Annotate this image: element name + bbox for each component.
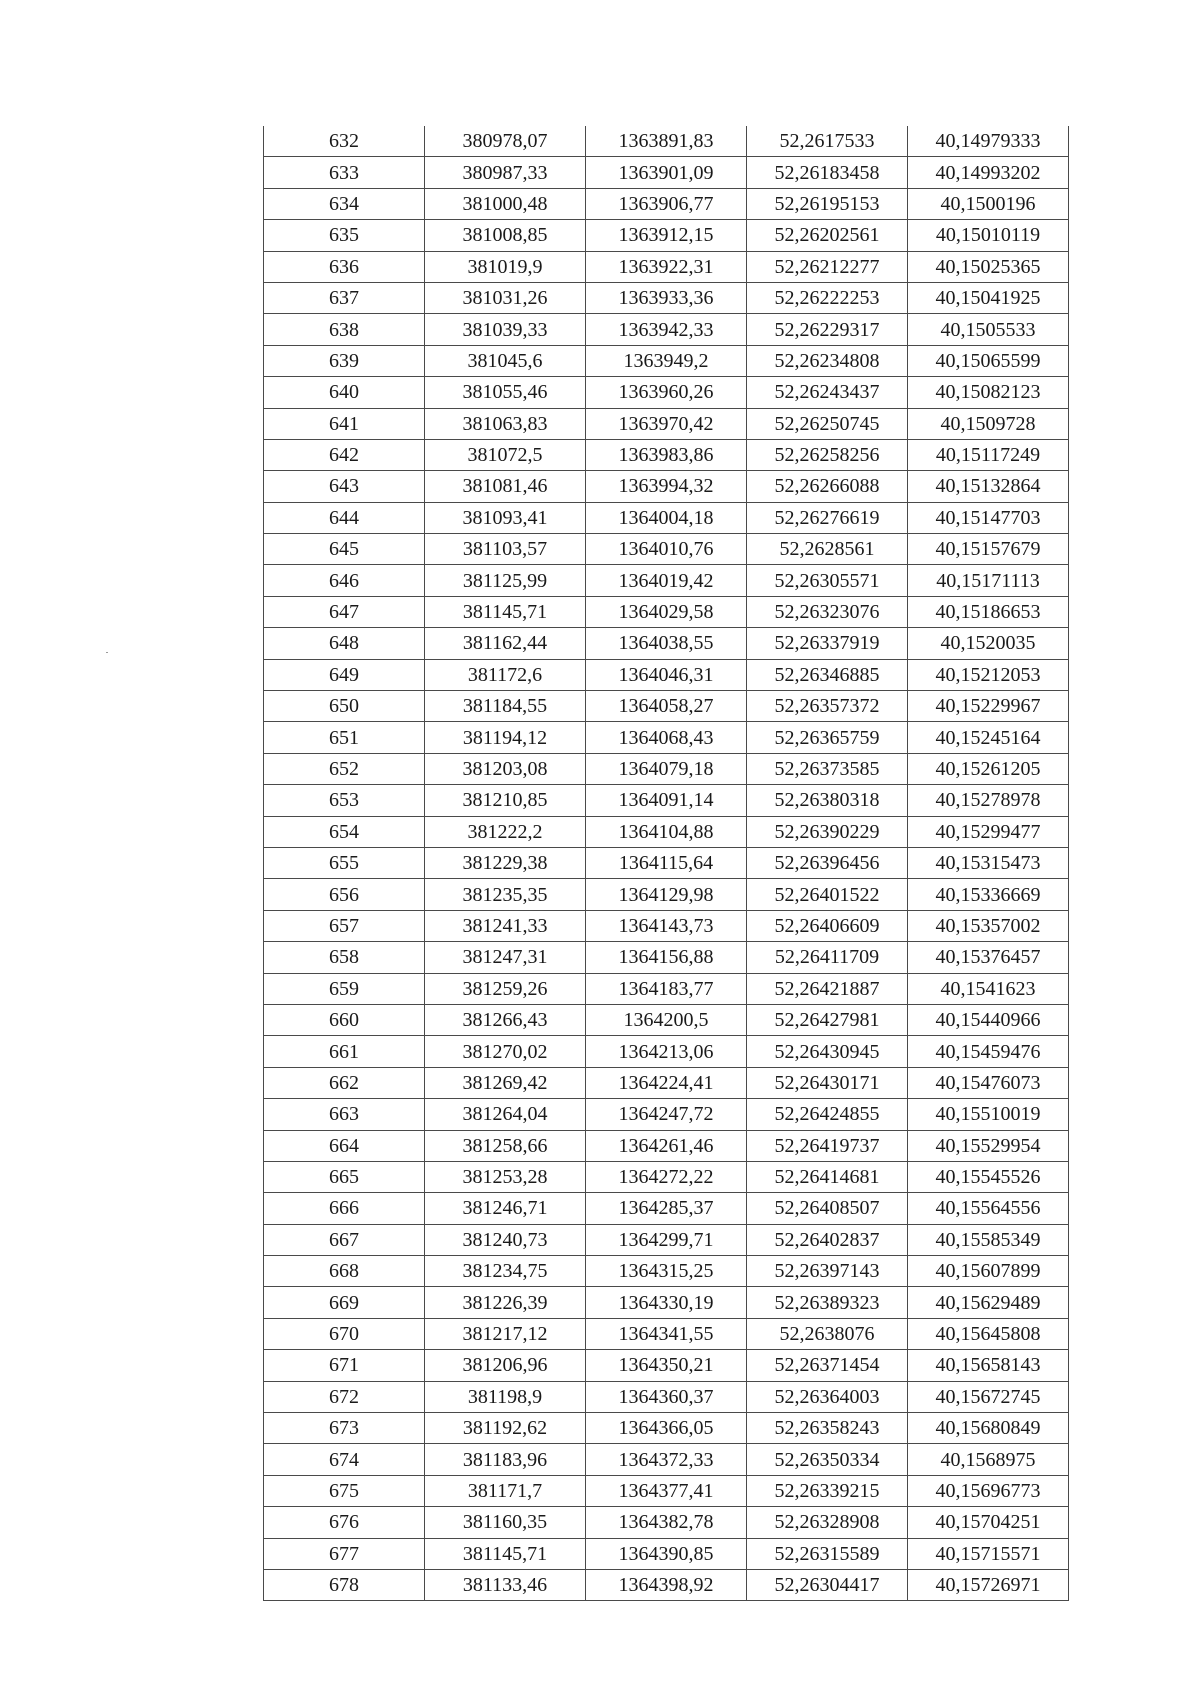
point-number-cell: 661 [264, 1036, 425, 1067]
latitude-cell: 52,26337919 [747, 628, 908, 659]
latitude-cell: 52,26350334 [747, 1444, 908, 1475]
y-coordinate-cell: 1363983,86 [586, 439, 747, 470]
x-coordinate-cell: 381133,46 [425, 1569, 586, 1600]
point-number-cell: 670 [264, 1318, 425, 1349]
point-number-cell: 669 [264, 1287, 425, 1318]
point-number-cell: 663 [264, 1099, 425, 1130]
table-row [264, 1287, 1069, 1318]
latitude-cell: 52,26243437 [747, 377, 908, 408]
longitude-cell: 40,15245164 [908, 722, 1069, 753]
x-coordinate-cell: 381226,39 [425, 1287, 586, 1318]
y-coordinate-cell: 1363970,42 [586, 408, 747, 439]
longitude-cell: 40,15315473 [908, 847, 1069, 878]
table-row [264, 847, 1069, 878]
point-number-cell: 659 [264, 973, 425, 1004]
point-number-cell: 673 [264, 1413, 425, 1444]
point-number-cell: 660 [264, 1004, 425, 1035]
longitude-cell: 40,15171113 [908, 565, 1069, 596]
x-coordinate-cell: 381045,6 [425, 345, 586, 376]
table-row [264, 314, 1069, 345]
x-coordinate-cell: 381125,99 [425, 565, 586, 596]
x-coordinate-cell: 381081,46 [425, 471, 586, 502]
y-coordinate-cell: 1363912,15 [586, 220, 747, 251]
longitude-cell: 40,15186653 [908, 596, 1069, 627]
point-number-cell: 648 [264, 628, 425, 659]
x-coordinate-cell: 381160,35 [425, 1507, 586, 1538]
table-row [264, 1193, 1069, 1224]
latitude-cell: 52,26380318 [747, 785, 908, 816]
latitude-cell: 52,26396456 [747, 847, 908, 878]
x-coordinate-cell: 381217,12 [425, 1318, 586, 1349]
latitude-cell: 52,26397143 [747, 1256, 908, 1287]
point-number-cell: 666 [264, 1193, 425, 1224]
x-coordinate-cell: 381194,12 [425, 722, 586, 753]
y-coordinate-cell: 1364115,64 [586, 847, 747, 878]
latitude-cell: 52,2617533 [747, 126, 908, 157]
y-coordinate-cell: 1363906,77 [586, 188, 747, 219]
latitude-cell: 52,26266088 [747, 471, 908, 502]
table-row [264, 1475, 1069, 1506]
y-coordinate-cell: 1363901,09 [586, 157, 747, 188]
x-coordinate-cell: 381063,83 [425, 408, 586, 439]
table-row [264, 1161, 1069, 1192]
x-coordinate-cell: 381222,2 [425, 816, 586, 847]
point-number-cell: 644 [264, 502, 425, 533]
y-coordinate-cell: 1364129,98 [586, 879, 747, 910]
y-coordinate-cell: 1364390,85 [586, 1538, 747, 1569]
point-number-cell: 640 [264, 377, 425, 408]
longitude-cell: 40,15357002 [908, 910, 1069, 941]
latitude-cell: 52,26357372 [747, 691, 908, 722]
latitude-cell: 52,26411709 [747, 942, 908, 973]
x-coordinate-cell: 381072,5 [425, 439, 586, 470]
point-number-cell: 653 [264, 785, 425, 816]
longitude-cell: 40,15157679 [908, 534, 1069, 565]
longitude-cell: 40,1541623 [908, 973, 1069, 1004]
latitude-cell: 52,26323076 [747, 596, 908, 627]
point-number-cell: 649 [264, 659, 425, 690]
y-coordinate-cell: 1364330,19 [586, 1287, 747, 1318]
longitude-cell: 40,15278978 [908, 785, 1069, 816]
longitude-cell: 40,14993202 [908, 157, 1069, 188]
longitude-cell: 40,15726971 [908, 1569, 1069, 1600]
point-number-cell: 671 [264, 1350, 425, 1381]
longitude-cell: 40,15510019 [908, 1099, 1069, 1130]
y-coordinate-cell: 1364382,78 [586, 1507, 747, 1538]
longitude-cell: 40,15117249 [908, 439, 1069, 470]
y-coordinate-cell: 1364143,73 [586, 910, 747, 941]
latitude-cell: 52,26346885 [747, 659, 908, 690]
y-coordinate-cell: 1364046,31 [586, 659, 747, 690]
table-row [264, 659, 1069, 690]
y-coordinate-cell: 1364156,88 [586, 942, 747, 973]
latitude-cell: 52,26258256 [747, 439, 908, 470]
table-row [264, 1444, 1069, 1475]
longitude-cell: 40,15025365 [908, 251, 1069, 282]
latitude-cell: 52,26424855 [747, 1099, 908, 1130]
x-coordinate-cell: 381203,08 [425, 753, 586, 784]
y-coordinate-cell: 1363994,32 [586, 471, 747, 502]
table-row [264, 534, 1069, 565]
y-coordinate-cell: 1364029,58 [586, 596, 747, 627]
y-coordinate-cell: 1364272,22 [586, 1161, 747, 1192]
latitude-cell: 52,26427981 [747, 1004, 908, 1035]
x-coordinate-cell: 381192,62 [425, 1413, 586, 1444]
x-coordinate-cell: 381055,46 [425, 377, 586, 408]
latitude-cell: 52,26276619 [747, 502, 908, 533]
y-coordinate-cell: 1364068,43 [586, 722, 747, 753]
point-number-cell: 674 [264, 1444, 425, 1475]
x-coordinate-cell: 381093,41 [425, 502, 586, 533]
table-row [264, 565, 1069, 596]
table-row [264, 753, 1069, 784]
point-number-cell: 637 [264, 282, 425, 313]
longitude-cell: 40,15672745 [908, 1381, 1069, 1412]
longitude-cell: 40,1500196 [908, 188, 1069, 219]
latitude-cell: 52,26202561 [747, 220, 908, 251]
x-coordinate-cell: 381008,85 [425, 220, 586, 251]
table-row [264, 282, 1069, 313]
latitude-cell: 52,26414681 [747, 1161, 908, 1192]
point-number-cell: 668 [264, 1256, 425, 1287]
table-row [264, 408, 1069, 439]
latitude-cell: 52,26365759 [747, 722, 908, 753]
point-number-cell: 662 [264, 1067, 425, 1098]
table-row [264, 1036, 1069, 1067]
latitude-cell: 52,26305571 [747, 565, 908, 596]
y-coordinate-cell: 1363933,36 [586, 282, 747, 313]
table-row [264, 1350, 1069, 1381]
y-coordinate-cell: 1364019,42 [586, 565, 747, 596]
point-number-cell: 664 [264, 1130, 425, 1161]
longitude-cell: 40,15545526 [908, 1161, 1069, 1192]
latitude-cell: 52,26222253 [747, 282, 908, 313]
longitude-cell: 40,15607899 [908, 1256, 1069, 1287]
x-coordinate-cell: 381210,85 [425, 785, 586, 816]
latitude-cell: 52,26183458 [747, 157, 908, 188]
point-number-cell: 652 [264, 753, 425, 784]
latitude-cell: 52,26430171 [747, 1067, 908, 1098]
y-coordinate-cell: 1364261,46 [586, 1130, 747, 1161]
x-coordinate-cell: 381264,04 [425, 1099, 586, 1130]
table-row [264, 879, 1069, 910]
y-coordinate-cell: 1364299,71 [586, 1224, 747, 1255]
longitude-cell: 40,15680849 [908, 1413, 1069, 1444]
longitude-cell: 40,15715571 [908, 1538, 1069, 1569]
x-coordinate-cell: 381184,55 [425, 691, 586, 722]
longitude-cell: 40,15585349 [908, 1224, 1069, 1255]
longitude-cell: 40,1505533 [908, 314, 1069, 345]
table-row [264, 377, 1069, 408]
y-coordinate-cell: 1364372,33 [586, 1444, 747, 1475]
point-number-cell: 651 [264, 722, 425, 753]
latitude-cell: 52,2628561 [747, 534, 908, 565]
table-row [264, 345, 1069, 376]
longitude-cell: 40,15132864 [908, 471, 1069, 502]
x-coordinate-cell: 381229,38 [425, 847, 586, 878]
point-number-cell: 634 [264, 188, 425, 219]
table-row [264, 722, 1069, 753]
latitude-cell: 52,26234808 [747, 345, 908, 376]
latitude-cell: 52,26390229 [747, 816, 908, 847]
latitude-cell: 52,26339215 [747, 1475, 908, 1506]
longitude-cell: 40,15041925 [908, 282, 1069, 313]
point-number-cell: 642 [264, 439, 425, 470]
x-coordinate-cell: 380987,33 [425, 157, 586, 188]
latitude-cell: 52,26229317 [747, 314, 908, 345]
x-coordinate-cell: 381259,26 [425, 973, 586, 1004]
y-coordinate-cell: 1364010,76 [586, 534, 747, 565]
y-coordinate-cell: 1364104,88 [586, 816, 747, 847]
x-coordinate-cell: 381240,73 [425, 1224, 586, 1255]
point-number-cell: 675 [264, 1475, 425, 1506]
table-row [264, 471, 1069, 502]
y-coordinate-cell: 1363922,31 [586, 251, 747, 282]
table-row [264, 785, 1069, 816]
latitude-cell: 52,26430945 [747, 1036, 908, 1067]
longitude-cell: 40,15629489 [908, 1287, 1069, 1318]
y-coordinate-cell: 1364213,06 [586, 1036, 747, 1067]
latitude-cell: 52,26315589 [747, 1538, 908, 1569]
y-coordinate-cell: 1364341,55 [586, 1318, 747, 1349]
latitude-cell: 52,26373585 [747, 753, 908, 784]
point-number-cell: 636 [264, 251, 425, 282]
latitude-cell: 52,26358243 [747, 1413, 908, 1444]
table-row [264, 1381, 1069, 1412]
table-row [264, 1538, 1069, 1569]
table-row [264, 973, 1069, 1004]
y-coordinate-cell: 1364038,55 [586, 628, 747, 659]
x-coordinate-cell: 381246,71 [425, 1193, 586, 1224]
table-row [264, 1067, 1069, 1098]
x-coordinate-cell: 381031,26 [425, 282, 586, 313]
x-coordinate-cell: 381198,9 [425, 1381, 586, 1412]
point-number-cell: 639 [264, 345, 425, 376]
longitude-cell: 40,15065599 [908, 345, 1069, 376]
longitude-cell: 40,15564556 [908, 1193, 1069, 1224]
latitude-cell: 52,26408507 [747, 1193, 908, 1224]
point-number-cell: 677 [264, 1538, 425, 1569]
point-number-cell: 676 [264, 1507, 425, 1538]
point-number-cell: 645 [264, 534, 425, 565]
x-coordinate-cell: 381266,43 [425, 1004, 586, 1035]
latitude-cell: 52,26371454 [747, 1350, 908, 1381]
x-coordinate-cell: 381162,44 [425, 628, 586, 659]
latitude-cell: 52,2638076 [747, 1318, 908, 1349]
point-number-cell: 647 [264, 596, 425, 627]
point-number-cell: 654 [264, 816, 425, 847]
point-number-cell: 635 [264, 220, 425, 251]
table-row [264, 1224, 1069, 1255]
x-coordinate-cell: 381247,31 [425, 942, 586, 973]
y-coordinate-cell: 1363949,2 [586, 345, 747, 376]
point-number-cell: 633 [264, 157, 425, 188]
table-row [264, 251, 1069, 282]
longitude-cell: 40,15658143 [908, 1350, 1069, 1381]
longitude-cell: 40,15459476 [908, 1036, 1069, 1067]
table-row [264, 1569, 1069, 1600]
x-coordinate-cell: 381019,9 [425, 251, 586, 282]
longitude-cell: 40,15529954 [908, 1130, 1069, 1161]
longitude-cell: 40,15476073 [908, 1067, 1069, 1098]
table-row [264, 628, 1069, 659]
latitude-cell: 52,26406609 [747, 910, 908, 941]
longitude-cell: 40,15440966 [908, 1004, 1069, 1035]
y-coordinate-cell: 1364079,18 [586, 753, 747, 784]
y-coordinate-cell: 1364360,37 [586, 1381, 747, 1412]
y-coordinate-cell: 1364058,27 [586, 691, 747, 722]
y-coordinate-cell: 1364398,92 [586, 1569, 747, 1600]
table-row [264, 220, 1069, 251]
coordinate-table-body [264, 126, 1069, 1601]
longitude-cell: 40,15299477 [908, 816, 1069, 847]
latitude-cell: 52,26212277 [747, 251, 908, 282]
table-row [264, 126, 1069, 157]
table-row [264, 157, 1069, 188]
x-coordinate-cell: 381241,33 [425, 910, 586, 941]
y-coordinate-cell: 1364247,72 [586, 1099, 747, 1130]
x-coordinate-cell: 381270,02 [425, 1036, 586, 1067]
longitude-cell: 40,15147703 [908, 502, 1069, 533]
point-number-cell: 655 [264, 847, 425, 878]
point-number-cell: 665 [264, 1161, 425, 1192]
latitude-cell: 52,26401522 [747, 879, 908, 910]
table-row [264, 816, 1069, 847]
longitude-cell: 40,15082123 [908, 377, 1069, 408]
x-coordinate-cell: 381183,96 [425, 1444, 586, 1475]
longitude-cell: 40,15696773 [908, 1475, 1069, 1506]
point-number-cell: 641 [264, 408, 425, 439]
table-row [264, 596, 1069, 627]
x-coordinate-cell: 381258,66 [425, 1130, 586, 1161]
longitude-cell: 40,15229967 [908, 691, 1069, 722]
table-row [264, 1099, 1069, 1130]
y-coordinate-cell: 1364377,41 [586, 1475, 747, 1506]
y-coordinate-cell: 1363891,83 [586, 126, 747, 157]
y-coordinate-cell: 1364224,41 [586, 1067, 747, 1098]
longitude-cell: 40,15704251 [908, 1507, 1069, 1538]
longitude-cell: 40,1568975 [908, 1444, 1069, 1475]
latitude-cell: 52,26364003 [747, 1381, 908, 1412]
y-coordinate-cell: 1364004,18 [586, 502, 747, 533]
point-number-cell: 657 [264, 910, 425, 941]
table-row [264, 910, 1069, 941]
y-coordinate-cell: 1363942,33 [586, 314, 747, 345]
y-coordinate-cell: 1364366,05 [586, 1413, 747, 1444]
point-number-cell: 672 [264, 1381, 425, 1412]
point-number-cell: 678 [264, 1569, 425, 1600]
x-coordinate-cell: 381269,42 [425, 1067, 586, 1098]
longitude-cell: 40,15010119 [908, 220, 1069, 251]
point-number-cell: 638 [264, 314, 425, 345]
scan-speck [106, 652, 108, 653]
latitude-cell: 52,26250745 [747, 408, 908, 439]
latitude-cell: 52,26419737 [747, 1130, 908, 1161]
longitude-cell: 40,1520035 [908, 628, 1069, 659]
point-number-cell: 632 [264, 126, 425, 157]
x-coordinate-cell: 381171,7 [425, 1475, 586, 1506]
x-coordinate-cell: 381145,71 [425, 596, 586, 627]
table-row [264, 188, 1069, 219]
x-coordinate-cell: 381000,48 [425, 188, 586, 219]
table-row [264, 439, 1069, 470]
table-row [264, 691, 1069, 722]
latitude-cell: 52,26328908 [747, 1507, 908, 1538]
latitude-cell: 52,26195153 [747, 188, 908, 219]
latitude-cell: 52,26304417 [747, 1569, 908, 1600]
table-row [264, 1130, 1069, 1161]
table-row [264, 1004, 1069, 1035]
longitude-cell: 40,15336669 [908, 879, 1069, 910]
point-number-cell: 646 [264, 565, 425, 596]
longitude-cell: 40,1509728 [908, 408, 1069, 439]
y-coordinate-cell: 1364315,25 [586, 1256, 747, 1287]
x-coordinate-cell: 381234,75 [425, 1256, 586, 1287]
longitude-cell: 40,15261205 [908, 753, 1069, 784]
x-coordinate-cell: 381145,71 [425, 1538, 586, 1569]
y-coordinate-cell: 1363960,26 [586, 377, 747, 408]
longitude-cell: 40,15212053 [908, 659, 1069, 690]
x-coordinate-cell: 381206,96 [425, 1350, 586, 1381]
longitude-cell: 40,15376457 [908, 942, 1069, 973]
x-coordinate-cell: 381039,33 [425, 314, 586, 345]
point-number-cell: 658 [264, 942, 425, 973]
table-row [264, 1507, 1069, 1538]
table-row [264, 502, 1069, 533]
y-coordinate-cell: 1364285,37 [586, 1193, 747, 1224]
latitude-cell: 52,26389323 [747, 1287, 908, 1318]
point-number-cell: 643 [264, 471, 425, 502]
point-number-cell: 656 [264, 879, 425, 910]
longitude-cell: 40,14979333 [908, 126, 1069, 157]
y-coordinate-cell: 1364183,77 [586, 973, 747, 1004]
x-coordinate-cell: 380978,07 [425, 126, 586, 157]
table-row [264, 942, 1069, 973]
point-number-cell: 667 [264, 1224, 425, 1255]
longitude-cell: 40,15645808 [908, 1318, 1069, 1349]
point-number-cell: 650 [264, 691, 425, 722]
latitude-cell: 52,26402837 [747, 1224, 908, 1255]
x-coordinate-cell: 381235,35 [425, 879, 586, 910]
y-coordinate-cell: 1364350,21 [586, 1350, 747, 1381]
y-coordinate-cell: 1364200,5 [586, 1004, 747, 1035]
table-row [264, 1318, 1069, 1349]
table-row [264, 1256, 1069, 1287]
latitude-cell: 52,26421887 [747, 973, 908, 1004]
coordinate-table [263, 126, 1069, 1601]
x-coordinate-cell: 381172,6 [425, 659, 586, 690]
x-coordinate-cell: 381253,28 [425, 1161, 586, 1192]
table-row [264, 1413, 1069, 1444]
x-coordinate-cell: 381103,57 [425, 534, 586, 565]
y-coordinate-cell: 1364091,14 [586, 785, 747, 816]
